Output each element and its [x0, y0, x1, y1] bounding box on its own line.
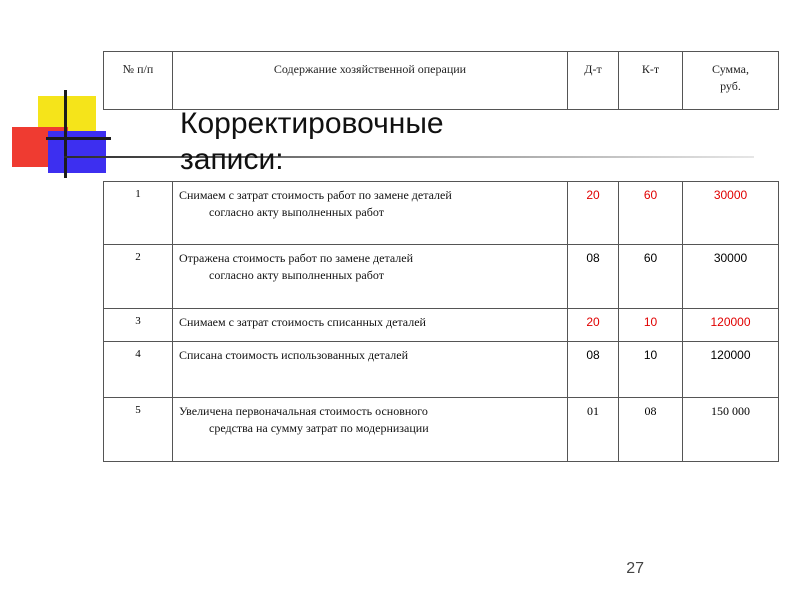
decor-short-horizontal-line — [46, 137, 111, 140]
operation-line1: Увеличена первоначальная стоимость основного — [179, 404, 428, 418]
row-debit: 20 — [568, 309, 619, 342]
entries-table — [103, 181, 779, 462]
header-operation: Содержание хозяйственной операции — [173, 52, 568, 110]
row-number: 4 — [104, 342, 173, 398]
subtitle-line2: записи: — [180, 143, 284, 176]
row-number: 3 — [104, 309, 173, 342]
row-operation — [173, 245, 568, 309]
row-debit: 01 — [568, 398, 619, 462]
operation-line1: Отражена стоимость работ по замене деталей — [179, 251, 414, 265]
row-credit: 10 — [619, 309, 683, 342]
operation-line1: Снимаем с затрат стоимость работ по замене деталей — [179, 188, 452, 202]
row-amount: 30000 — [683, 182, 779, 245]
header-table — [103, 51, 779, 110]
row-debit: 20 — [568, 182, 619, 245]
row-amount: 150 000 — [683, 398, 779, 462]
row-credit: 60 — [619, 245, 683, 309]
operation-line2: согласно акту выполненных работ — [209, 205, 384, 219]
decor-vertical-line — [64, 90, 67, 178]
row-operation — [173, 309, 568, 342]
table-row — [104, 309, 779, 342]
header-credit: К-т — [619, 52, 683, 110]
operation-line1: Списана стоимость использованных деталей — [179, 348, 409, 362]
row-credit: 60 — [619, 182, 683, 245]
row-credit: 08 — [619, 398, 683, 462]
operation-line1: Снимаем с затрат стоимость списанных деталей — [179, 315, 426, 329]
table-row — [104, 398, 779, 462]
header-amount-line1: Сумма, — [712, 62, 749, 76]
row-credit: 10 — [619, 342, 683, 398]
operation-line2: согласно акту выполненных работ — [209, 268, 384, 282]
row-operation — [173, 342, 568, 398]
row-debit: 08 — [568, 245, 619, 309]
page-number: 27 — [626, 560, 644, 577]
header-amount-line2: руб. — [720, 79, 741, 93]
header-row — [104, 52, 779, 110]
row-number: 1 — [104, 182, 173, 245]
header-debit: Д-т — [568, 52, 619, 110]
operation-line2: средства на сумму затрат по модернизации — [209, 421, 429, 435]
row-amount: 120000 — [683, 309, 779, 342]
table-row — [104, 245, 779, 309]
slide-subtitle — [180, 106, 444, 178]
row-operation — [173, 182, 568, 245]
subtitle-line1: Корректировочные — [180, 107, 444, 140]
row-amount: 30000 — [683, 245, 779, 309]
header-num: № п/п — [104, 52, 173, 110]
row-amount: 120000 — [683, 342, 779, 398]
row-operation — [173, 398, 568, 462]
row-number: 5 — [104, 398, 173, 462]
row-debit: 08 — [568, 342, 619, 398]
header-amount — [683, 52, 779, 110]
row-number: 2 — [104, 245, 173, 309]
table-row — [104, 182, 779, 245]
table-row — [104, 342, 779, 398]
